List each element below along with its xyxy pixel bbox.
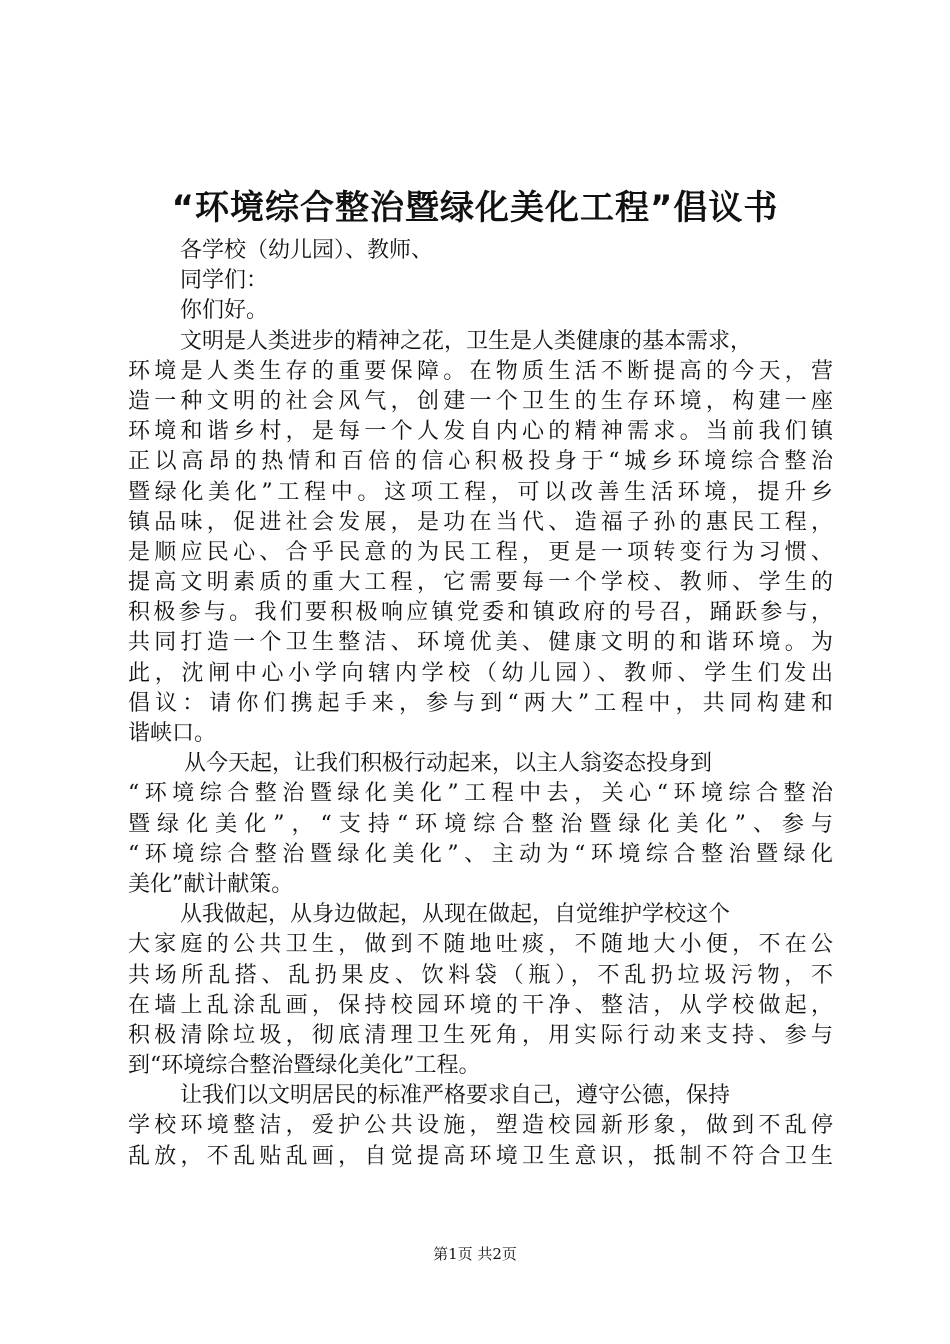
document-title: “环境综合整治暨绿化美化工程”倡议书 bbox=[171, 188, 779, 228]
text-line: 到“环境综合整治暨绿化美化”工程。 bbox=[128, 1053, 481, 1079]
text-line: 提高文明素质的重大工程，它需要每一个学校、教师、学生的 bbox=[128, 570, 833, 596]
text-line: 大家庭的公共卫生，做到不随地吐痰，不随地大小便，不在公 bbox=[128, 932, 833, 958]
greeting: 你们好。 bbox=[180, 298, 269, 324]
text-line: 暨绿化美化”，“支持“环境综合整治暨绿化美化”、参与 bbox=[128, 811, 833, 837]
text-line: 积极清除垃圾，彻底清理卫生死角，用实际行动来支持、参与 bbox=[128, 1022, 833, 1048]
text-line: 此，沈闸中心小学向辖内学校（幼儿园）、教师、学生们发出 bbox=[128, 660, 833, 686]
salutation-line: 同学们： bbox=[180, 268, 269, 294]
text-line: 正以高昂的热情和百倍的信心积极投身于“城乡环境综合整治 bbox=[128, 449, 833, 475]
text-line: 暨绿化美化”工程中。这项工程，可以改善生活环境，提升乡 bbox=[128, 479, 833, 505]
text-line: 镇品味，促进社会发展，是功在当代、造福子孙的惠民工程， bbox=[128, 509, 833, 535]
text-line: 学校环境整洁，爱护公共设施，塑造校园新形象，做到不乱停 bbox=[128, 1113, 833, 1139]
text-line: 共场所乱搭、乱扔果皮、饮料袋（瓶），不乱扔垃圾污物，不 bbox=[128, 962, 833, 988]
paragraph-4 bbox=[128, 1081, 833, 1172]
page-number-footer: 第1页 共2页 bbox=[433, 1245, 517, 1263]
text-line: 从今天起，让我们积极行动起来，以主人翁姿态投身到 bbox=[184, 751, 713, 777]
text-line: 是顺应民心、合乎民意的为民工程，更是一项转变行为习惯、 bbox=[128, 539, 833, 565]
text-line: 倡议：请你们携起手来，参与到“两大”工程中，共同构建和 bbox=[128, 690, 833, 716]
salutation-line: 各学校（幼儿园）、教师、 bbox=[180, 238, 434, 263]
paragraph-1 bbox=[128, 327, 833, 750]
paragraph-2 bbox=[128, 749, 833, 900]
text-line: 积极参与。我们要积极响应镇党委和镇政府的号召，踊跃参与， bbox=[128, 600, 833, 626]
text-line: 环境是人类生存的重要保障。在物质生活不断提高的今天，营 bbox=[128, 358, 833, 384]
text-line: 造一种文明的社会风气，创建一个卫生的生存环境，构建一座 bbox=[128, 388, 833, 414]
text-line: 共同打造一个卫生整洁、环境优美、健康文明的和谐环境。为 bbox=[128, 630, 833, 656]
text-line: 环境和谐乡村，是每一个人发自内心的精神需求。当前我们镇 bbox=[128, 419, 833, 445]
text-line: 谐峡口。 bbox=[128, 721, 217, 746]
text-line: “环境综合整治暨绿化美化”、主动为“环境综合整治暨绿化 bbox=[128, 841, 833, 867]
text-line: “环境综合整治暨绿化美化”工程中去，关心“环境综合整治 bbox=[128, 781, 833, 807]
text-line: 美化”献计献策。 bbox=[128, 871, 294, 897]
text-line: 从我做起，从身边做起，从现在做起，自觉维护学校这个 bbox=[180, 902, 731, 928]
text-line: 让我们以文明居民的标准严格要求自己，遵守公德，保持 bbox=[180, 1083, 731, 1109]
text-line: 在墙上乱涂乱画，保持校园环境的干净、整洁，从学校做起， bbox=[128, 992, 833, 1018]
paragraph-3 bbox=[128, 900, 833, 1081]
document-body bbox=[128, 236, 833, 1172]
text-line: 文明是人类进步的精神之花，卫生是人类健康的基本需求， bbox=[180, 328, 753, 354]
text-line: 乱放，不乱贴乱画，自觉提高环境卫生意识，抵制不符合卫生 bbox=[128, 1143, 833, 1169]
